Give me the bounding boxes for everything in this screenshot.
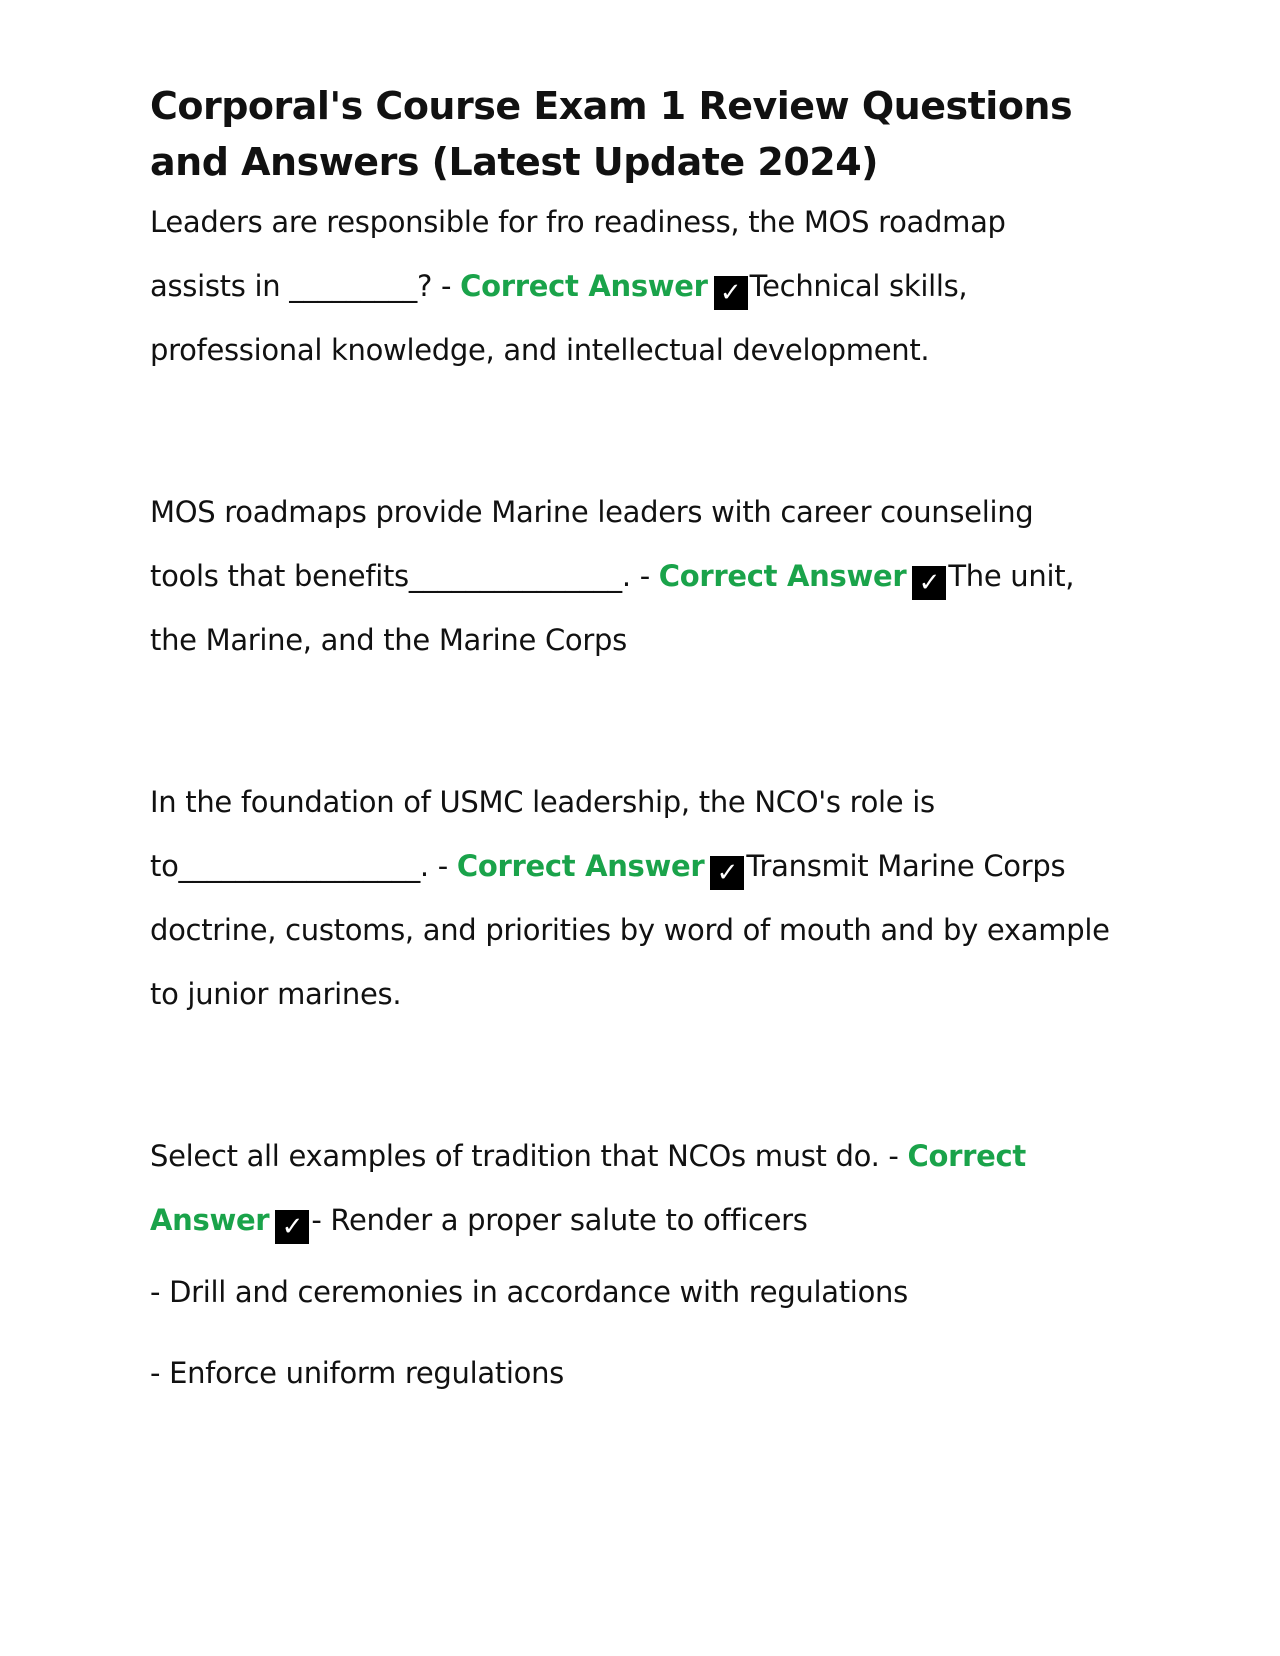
question-text: Leaders are responsible for fro readiness, the MOS roadmap assists in _________? - [150, 205, 1006, 303]
checkmark-icon: ✓ [275, 1210, 309, 1244]
correct-answer-label: Correct Answer [460, 269, 708, 303]
checkmark-icon: ✓ [912, 566, 946, 600]
question-text: Select all examples of tradition that NCOs must do. - [150, 1139, 908, 1173]
qa-item [150, 770, 1110, 1026]
answer-text: - Render a proper salute to officers [311, 1203, 808, 1237]
answer-bullet-line: - Drill and ceremonies in accordance with regulations [150, 1275, 908, 1309]
qa-item [150, 1124, 1110, 1252]
qa-item [150, 480, 1110, 672]
answer-text: The unit, the Marine, and the Marine Corps [150, 559, 1075, 657]
checkmark-icon: ✓ [714, 276, 748, 310]
document-page [150, 78, 1110, 1393]
answer-bullet-line: - Enforce uniform regulations [150, 1356, 564, 1390]
correct-answer-label: Correct Answer [150, 1139, 1026, 1237]
question-text: MOS roadmaps provide Marine leaders with career counseling tools that benefits_______________. - [150, 495, 1034, 593]
correct-answer-label: Correct Answer [658, 559, 907, 593]
answer-text: Transmit Marine Corps doctrine, customs, and priorities by word of mouth and by example to junior marines. [150, 849, 1110, 1011]
qa-item [150, 190, 1110, 382]
answer-text: Technical skills, professional knowledge, and intellectual development. [150, 269, 968, 367]
correct-answer-label: Correct Answer [456, 849, 705, 883]
document-title: Corporal's Course Exam 1 Review Questions and Answers (Latest Update 2024) [150, 84, 1073, 184]
checkmark-icon: ✓ [710, 856, 744, 890]
question-text: In the foundation of USMC leadership, the NCO's role is to_________________. - [150, 785, 935, 883]
